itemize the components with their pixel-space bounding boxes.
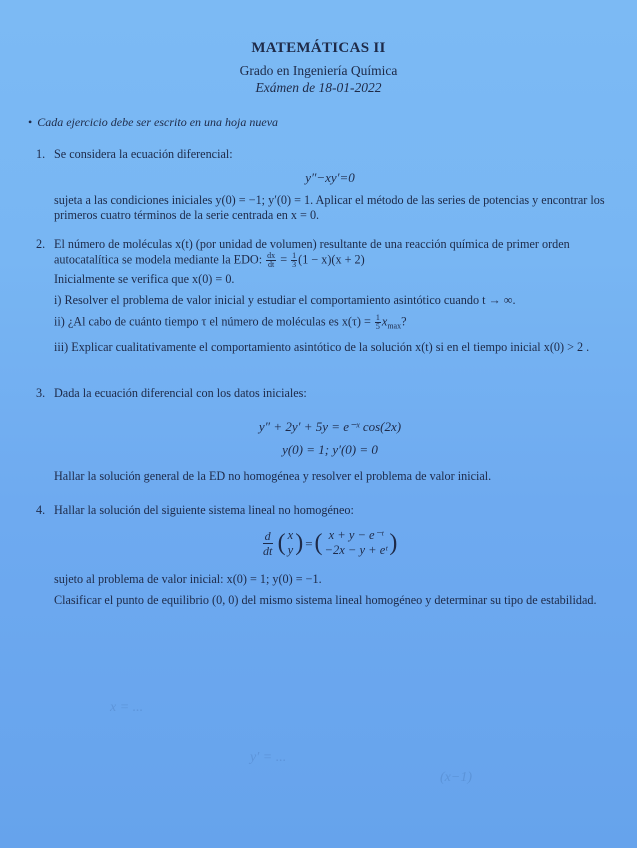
exercise-text: sujeta a las condiciones iniciales y(0) = −1; y′(0) = 1. Aplicar el método de las series de potencias y encontrar los primeros cuatro términos de la serie centrada en x = 0. <box>54 193 605 222</box>
initial-condition: sujeto al problema de valor inicial: x(0) = 1; y(0) = −1. <box>54 572 322 586</box>
part-ii: ii) ¿Al cabo de cuánto tiempo τ el número de moléculas es x(τ) = $\frac{1}{5}$ $x_{max}$? <box>54 313 407 331</box>
one-fifth-fraction: $\frac{1}{5}$ <box>375 313 380 331</box>
part-i: i) Resolver el problema de valor inicial y estudiar el comportamiento asintótico cuando t → ∞. <box>54 293 516 307</box>
exercise-number: 1. <box>36 147 46 161</box>
exercise-intro: Dada la ecuación diferencial con los datos iniciales: <box>54 386 307 400</box>
exercise-number: 4. <box>36 503 46 517</box>
derivative-operator: d dt <box>262 528 273 558</box>
equation: y″ + 2y′ + 5y = e⁻ˣ cos(2x) <box>258 419 402 434</box>
bullet-icon: • <box>28 115 33 129</box>
exam-header <box>0 40 637 96</box>
initial-condition: Inicialmente se verifica que x(0) = 0. <box>54 272 235 286</box>
exercise-4 <box>36 503 606 614</box>
exercise-intro: El número de moléculas x(t) (por unidad de volumen) resultante de una reacción química de primer orden autocatalítica se modela mediante la EDO: <box>54 237 570 267</box>
one-third-fraction: $\frac{1}{3}$ <box>292 251 297 269</box>
exercise-1 <box>36 147 606 229</box>
linear-system: d dt ( x y ) = ( x + y − e⁻ᵗ −2x − y + eᵗ ) <box>262 528 398 558</box>
exercise-text: Clasificar el punto de equilibrio (0, 0) del mismo sistema lineal homogéneo y determinar su tipo de estabilidad. <box>54 593 597 607</box>
show-through-marks: y′ = ... <box>250 750 287 765</box>
exercise-intro: Se considera la ecuación diferencial: <box>54 147 233 161</box>
exercise-intro-line: El número de moléculas x(t) (por unidad de volumen) resultante de una reacción química de primer orden autocatalítica se modela mediante la EDO: $\frac{dx}{dt}$ = $\frac{1}{3}$ (1 − x)(x + 2) <box>54 237 570 269</box>
exercise-intro: Hallar la solución del siguiente sistema lineal no homogéneo: <box>54 503 354 517</box>
part-iii: iii) Explicar cualitativamente el comportamiento asintótico de la solución x(t) si en el tiempo inicial x(0) > 2 . <box>54 339 590 354</box>
initial-conditions: y(0) = 1; y′(0) = 0 <box>282 442 378 457</box>
right-paren: ) <box>295 530 304 556</box>
show-through-marks: x = ... <box>110 700 144 715</box>
exam-title: MATEMÁTICAS II <box>251 40 386 56</box>
instruction-text: Cada ejercicio debe ser escrito en una hoja nueva <box>37 115 279 129</box>
exam-date: Exámen de 18-01-2022 <box>255 80 382 95</box>
exercise-2 <box>36 237 606 361</box>
instruction-note <box>28 115 278 130</box>
rhs-vector: x + y − e⁻ᵗ −2x − y + eᵗ <box>324 528 388 557</box>
left-paren: ( <box>314 530 323 556</box>
exercise-text: Hallar la solución general de la ED no homogénea y resolver el problema de valor inicial. <box>54 469 492 483</box>
show-through-marks: (x−1) <box>440 770 472 785</box>
exercise-number: 3. <box>36 386 46 400</box>
right-paren: ) <box>389 530 398 556</box>
equation: y″−xy′=0 <box>305 170 355 185</box>
exercise-3 <box>36 386 606 490</box>
exam-subtitle: Grado en Ingeniería Química <box>239 63 398 78</box>
exercise-number: 2. <box>36 237 46 251</box>
state-vector: x y <box>287 528 294 557</box>
derivative-fraction: $\frac{dx}{dt}$ <box>267 251 276 269</box>
left-paren: ( <box>277 530 286 556</box>
